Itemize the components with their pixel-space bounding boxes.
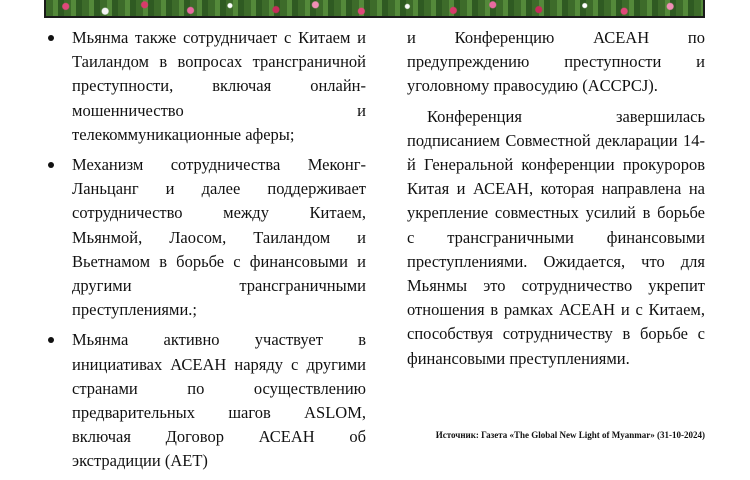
flower-photo [44, 0, 705, 18]
bullet-icon [48, 337, 54, 343]
bullet-text: Механизм сотрудничества Меконг-Ланьцанг и далее поддерживает сотрудничество между Китаем, Мьянмой, Лаосом, Таиландом и Вьетнамом в борьбе с финансовыми и другими трансграничными преступлениями.; [72, 155, 366, 320]
right-column [407, 26, 705, 371]
bullet-text: Мьянма также сотрудничает с Китаем и Таиландом в вопросах трансграничной преступности, включая онлайн-мошенничество и телекоммуникационные аферы; [72, 28, 366, 144]
source-credit: Источник: Газета «The Global New Light of Myanmar» (31-10-2024) [435, 430, 705, 440]
bullet-icon [48, 35, 54, 41]
list-item [44, 328, 366, 473]
list-item [44, 153, 366, 322]
body-paragraph: Конференция завершилась подписанием Совместной декларации 14-й Генеральной конференции прокуроров Китая и АСЕАН, которая направлена на укрепление совместных усилий в борьбе с трансграничными финансовыми преступлениями. Ожидается, что для Мьянмы это сотрудничество укрепит отношения в рамках АСЕАН и с Китаем, способствуя сотрудничеству в борьбе с финансовыми преступлениями. [407, 106, 705, 368]
list-item [44, 26, 366, 147]
bullet-list [44, 26, 366, 474]
bullet-icon [48, 162, 54, 168]
continuation-text: и Конференцию АСЕАН по предупреждению преступности и уголовному правосудию (ACCPCJ). [407, 28, 705, 96]
bullet-text: Мьянма активно участвует в инициативах АСЕАН наряду с другими странами по осуществлению предварительных шагов ASLOM, включая Договор АСЕАН об экстрадиции (AET) [72, 330, 366, 471]
left-column [44, 26, 366, 480]
